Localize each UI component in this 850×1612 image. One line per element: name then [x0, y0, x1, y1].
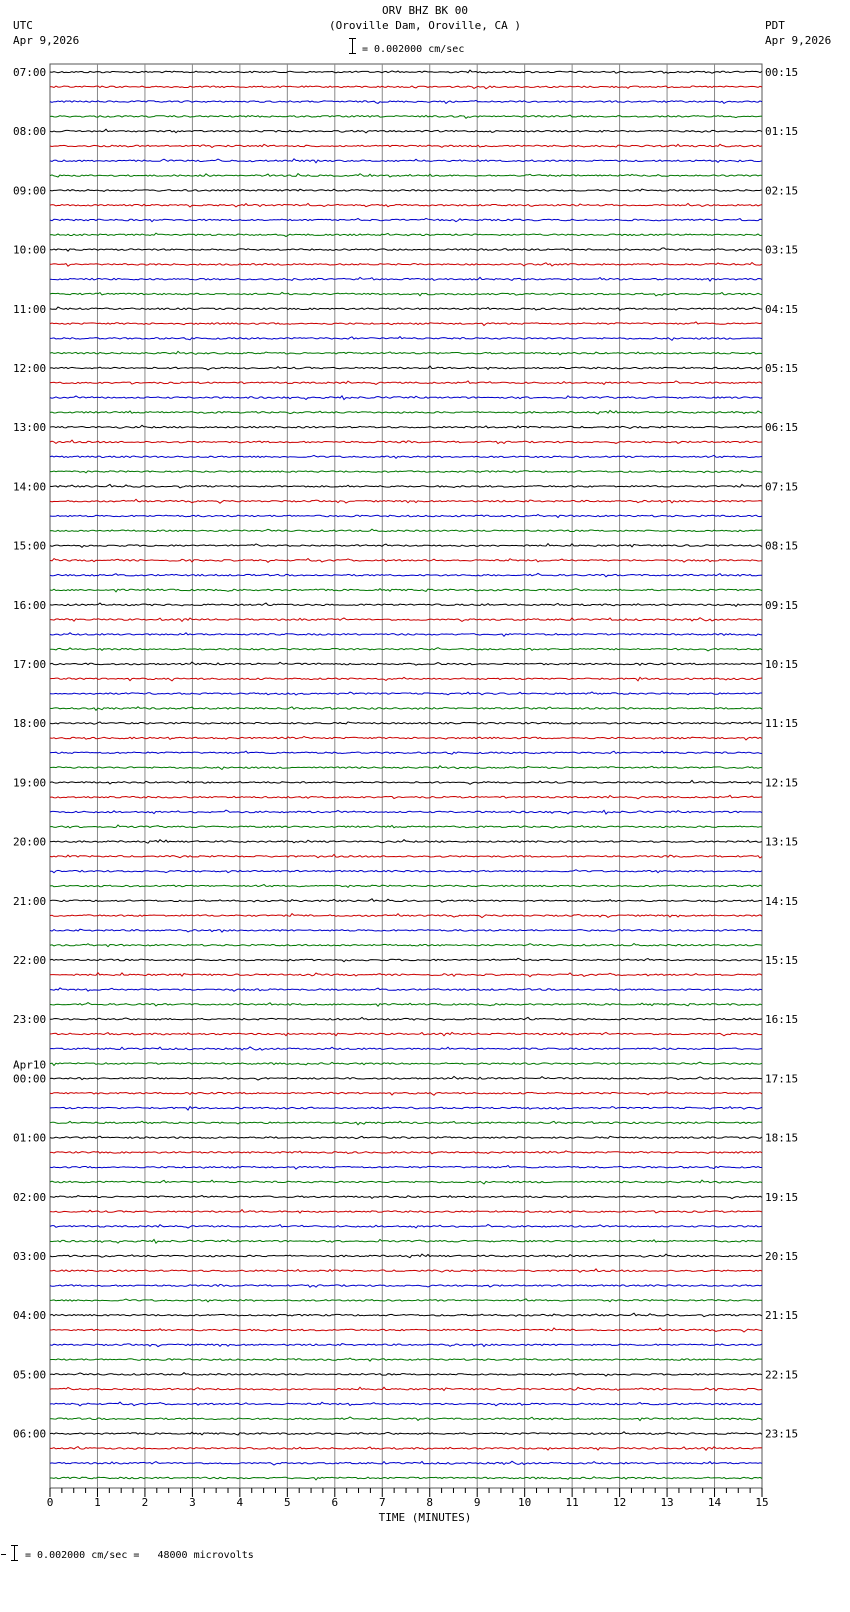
utc-hour-label: 00:00	[13, 1072, 47, 1086]
seismic-trace	[50, 129, 762, 133]
seismic-trace	[50, 499, 762, 503]
seismic-trace	[50, 248, 762, 251]
utc-hour-label: 01:00	[13, 1131, 47, 1145]
seismic-trace	[50, 722, 762, 724]
x-tick-label: 12	[612, 1496, 627, 1509]
seismic-trace	[50, 1062, 762, 1065]
utc-hour-label: 16:00	[13, 598, 47, 612]
seismic-trace	[50, 1299, 762, 1302]
utc-hour-label: 18:00	[13, 717, 47, 731]
seismic-trace	[50, 589, 762, 592]
seismic-trace	[50, 115, 762, 118]
right-timezone: PDT	[765, 19, 785, 32]
utc-hour-label: 05:00	[13, 1368, 47, 1382]
pdt-hour-label: 05:15	[765, 362, 799, 375]
pdt-hour-label: 11:15	[765, 717, 799, 731]
x-tick-label: 0	[46, 1496, 54, 1509]
seismic-trace	[50, 958, 762, 961]
utc-hour-label: 02:00	[13, 1190, 47, 1204]
seismic-trace	[50, 1121, 762, 1125]
seismic-trace	[50, 70, 762, 73]
seismic-trace	[50, 633, 762, 637]
seismic-trace	[50, 1180, 762, 1184]
seismic-trace	[50, 322, 762, 326]
utc-hour-label: 22:00	[13, 954, 47, 967]
x-tick-label: 9	[473, 1496, 481, 1509]
utc-hour-label: 11:00	[13, 302, 47, 316]
footer-scale-label: = 0.002000 cm/sec = 48000 microvolts	[25, 1550, 254, 1561]
utc-hour-label: 13:00	[13, 421, 47, 435]
pdt-hour-label: 18:15	[765, 1131, 799, 1145]
seismic-trace	[50, 1387, 762, 1391]
seismic-trace	[50, 159, 762, 163]
utc-hour-label: 04:00	[13, 1309, 47, 1323]
seismic-trace	[50, 559, 762, 563]
x-tick-label: 3	[189, 1496, 196, 1509]
seismic-trace	[50, 100, 762, 103]
seismic-trace	[50, 1447, 762, 1451]
seismic-trace	[50, 529, 762, 532]
seismic-trace	[50, 736, 762, 740]
seismic-trace	[50, 662, 762, 665]
seismic-trace	[50, 381, 762, 385]
plot-frame	[50, 64, 762, 1488]
seismic-trace	[50, 766, 762, 770]
utc-hour-label: 03:00	[13, 1250, 47, 1263]
seismic-trace	[50, 544, 762, 548]
seismic-trace	[50, 1284, 762, 1287]
x-tick-label: 2	[141, 1496, 149, 1509]
pdt-hour-label: 20:15	[765, 1250, 799, 1263]
pdt-hour-label: 14:15	[765, 894, 799, 908]
seismic-trace	[50, 233, 762, 236]
seismic-trace	[50, 144, 762, 147]
x-tick-label: 1	[94, 1496, 101, 1509]
x-axis-label: TIME (MINUTES)	[378, 1511, 472, 1524]
seismic-trace	[50, 1047, 762, 1050]
pdt-hour-label: 03:15	[765, 243, 799, 257]
x-tick-label: 10	[518, 1496, 532, 1509]
station-location: (Oroville Dam, Oroville, CA )	[328, 19, 522, 32]
seismic-trace	[50, 366, 762, 370]
x-tick-label: 11	[565, 1496, 579, 1509]
seismic-trace	[50, 277, 762, 281]
x-tick-label: 7	[378, 1496, 386, 1509]
pdt-hour-label: 02:15	[765, 184, 799, 198]
seismic-trace	[50, 292, 762, 296]
seismic-trace	[50, 1166, 762, 1170]
seismic-trace	[50, 648, 762, 651]
seismic-trace	[50, 218, 762, 221]
seismic-trace	[50, 840, 762, 844]
seismic-trace	[50, 1210, 762, 1213]
seismic-trace	[50, 707, 762, 711]
utc-hour-label: 12:00	[13, 362, 47, 375]
seismic-trace	[50, 1076, 762, 1080]
seismic-trace	[50, 855, 762, 859]
seismic-trace	[50, 692, 762, 695]
seismic-trace	[50, 780, 762, 784]
left-timezone: UTC	[13, 19, 33, 32]
pdt-hour-label: 15:15	[765, 954, 799, 967]
x-tick-label: 4	[236, 1496, 244, 1509]
seismic-trace	[50, 1151, 762, 1154]
seismic-trace	[50, 1254, 762, 1258]
utc-hour-label: 14:00	[13, 480, 47, 494]
seismic-trace	[50, 573, 762, 576]
seismic-trace	[50, 1092, 762, 1095]
seismic-trace	[50, 973, 762, 977]
seismic-trace	[50, 470, 762, 473]
utc-hour-label: 20:00	[13, 835, 47, 849]
seismic-trace	[50, 1269, 762, 1272]
pdt-hour-label: 16:15	[765, 1013, 799, 1027]
seismic-trace	[50, 870, 762, 873]
seismic-trace	[50, 337, 762, 341]
seismic-trace	[50, 1417, 762, 1421]
pdt-hour-label: 07:15	[765, 480, 799, 494]
seismic-trace	[50, 929, 762, 932]
seismic-trace	[50, 1003, 762, 1007]
seismic-trace	[50, 484, 762, 488]
seismic-trace	[50, 751, 762, 754]
x-tick-label: 6	[331, 1496, 339, 1509]
utc-hour-label: 19:00	[13, 776, 47, 790]
seismic-trace	[50, 1358, 762, 1361]
pdt-hour-label: 23:15	[765, 1427, 799, 1441]
pdt-hour-label: 10:15	[765, 658, 799, 671]
date-change-label: Apr10	[13, 1058, 47, 1072]
seismic-trace	[50, 455, 762, 458]
pdt-hour-label: 09:15	[765, 598, 799, 612]
seismic-trace	[50, 1032, 762, 1035]
seismic-trace	[50, 1328, 762, 1332]
seismic-trace	[50, 189, 762, 191]
seismic-trace	[50, 988, 762, 991]
seismic-trace	[50, 1313, 762, 1317]
seismic-trace	[50, 307, 762, 310]
seismic-trace	[50, 1373, 762, 1376]
pdt-hour-label: 21:15	[765, 1309, 799, 1323]
seismic-trace	[50, 440, 762, 444]
seismic-trace	[50, 351, 762, 355]
x-tick-label: 13	[660, 1496, 674, 1509]
utc-hour-label: 07:00	[13, 66, 47, 79]
x-tick-label: 5	[284, 1496, 291, 1509]
pdt-hour-label: 01:15	[765, 125, 799, 139]
seismic-trace	[50, 899, 762, 903]
seismic-trace	[50, 618, 762, 622]
seismic-trace	[50, 174, 762, 177]
pdt-hour-label: 00:15	[765, 66, 799, 79]
pdt-hour-label: 06:15	[765, 421, 799, 435]
seismic-trace	[50, 1136, 762, 1138]
utc-hour-label: 08:00	[13, 125, 47, 139]
seismic-trace	[50, 1196, 762, 1199]
seismic-trace	[50, 515, 762, 518]
utc-hour-label: 23:00	[13, 1013, 47, 1027]
seismic-trace	[50, 1461, 762, 1465]
station-title: ORV BHZ BK 00	[381, 4, 469, 17]
utc-hour-label: 09:00	[13, 184, 47, 198]
seismic-trace	[50, 944, 762, 947]
pdt-hour-label: 17:15	[765, 1072, 799, 1086]
utc-hour-label: 21:00	[13, 894, 47, 908]
pdt-hour-label: 08:15	[765, 539, 799, 553]
seismic-trace	[50, 795, 762, 799]
pdt-hour-label: 13:15	[765, 835, 799, 849]
utc-hour-label: 17:00	[13, 658, 47, 671]
scale-label: = 0.002000 cm/sec	[362, 44, 465, 55]
x-tick-label: 8	[426, 1496, 434, 1509]
seismic-trace	[50, 1477, 762, 1480]
x-tick-label: 15	[755, 1496, 769, 1509]
seismic-trace	[50, 263, 762, 267]
right-date: Apr 9,2026	[765, 34, 832, 47]
utc-hour-label: 06:00	[13, 1427, 47, 1441]
seismic-trace	[50, 1402, 762, 1406]
seismic-trace	[50, 86, 762, 89]
seismic-trace	[50, 411, 762, 415]
pdt-hour-label: 04:15	[765, 302, 799, 316]
seismic-trace	[50, 1107, 762, 1111]
pdt-hour-label: 22:15	[765, 1368, 799, 1382]
seismic-trace	[50, 425, 762, 428]
x-tick-label: 14	[707, 1496, 722, 1509]
seismic-trace	[50, 810, 762, 814]
seismic-trace	[50, 396, 762, 400]
footer-marker-icon	[1, 1550, 7, 1556]
seismic-trace	[50, 203, 762, 207]
seismic-trace	[50, 885, 762, 888]
seismic-trace	[50, 1225, 762, 1229]
seismic-trace	[50, 1239, 762, 1243]
pdt-hour-label: 12:15	[765, 776, 799, 790]
seismic-trace	[50, 1344, 762, 1347]
seismic-trace	[50, 914, 762, 918]
utc-hour-label: 15:00	[13, 539, 47, 553]
left-date: Apr 9,2026	[13, 34, 80, 47]
utc-hour-label: 10:00	[13, 243, 47, 257]
seismic-trace	[50, 603, 762, 606]
footer-scale-bar-icon	[11, 1545, 18, 1561]
seismic-trace	[50, 1432, 762, 1435]
seismic-trace	[50, 825, 762, 828]
pdt-hour-label: 19:15	[765, 1190, 799, 1204]
seismic-trace	[50, 1017, 762, 1020]
seismic-trace	[50, 677, 762, 681]
